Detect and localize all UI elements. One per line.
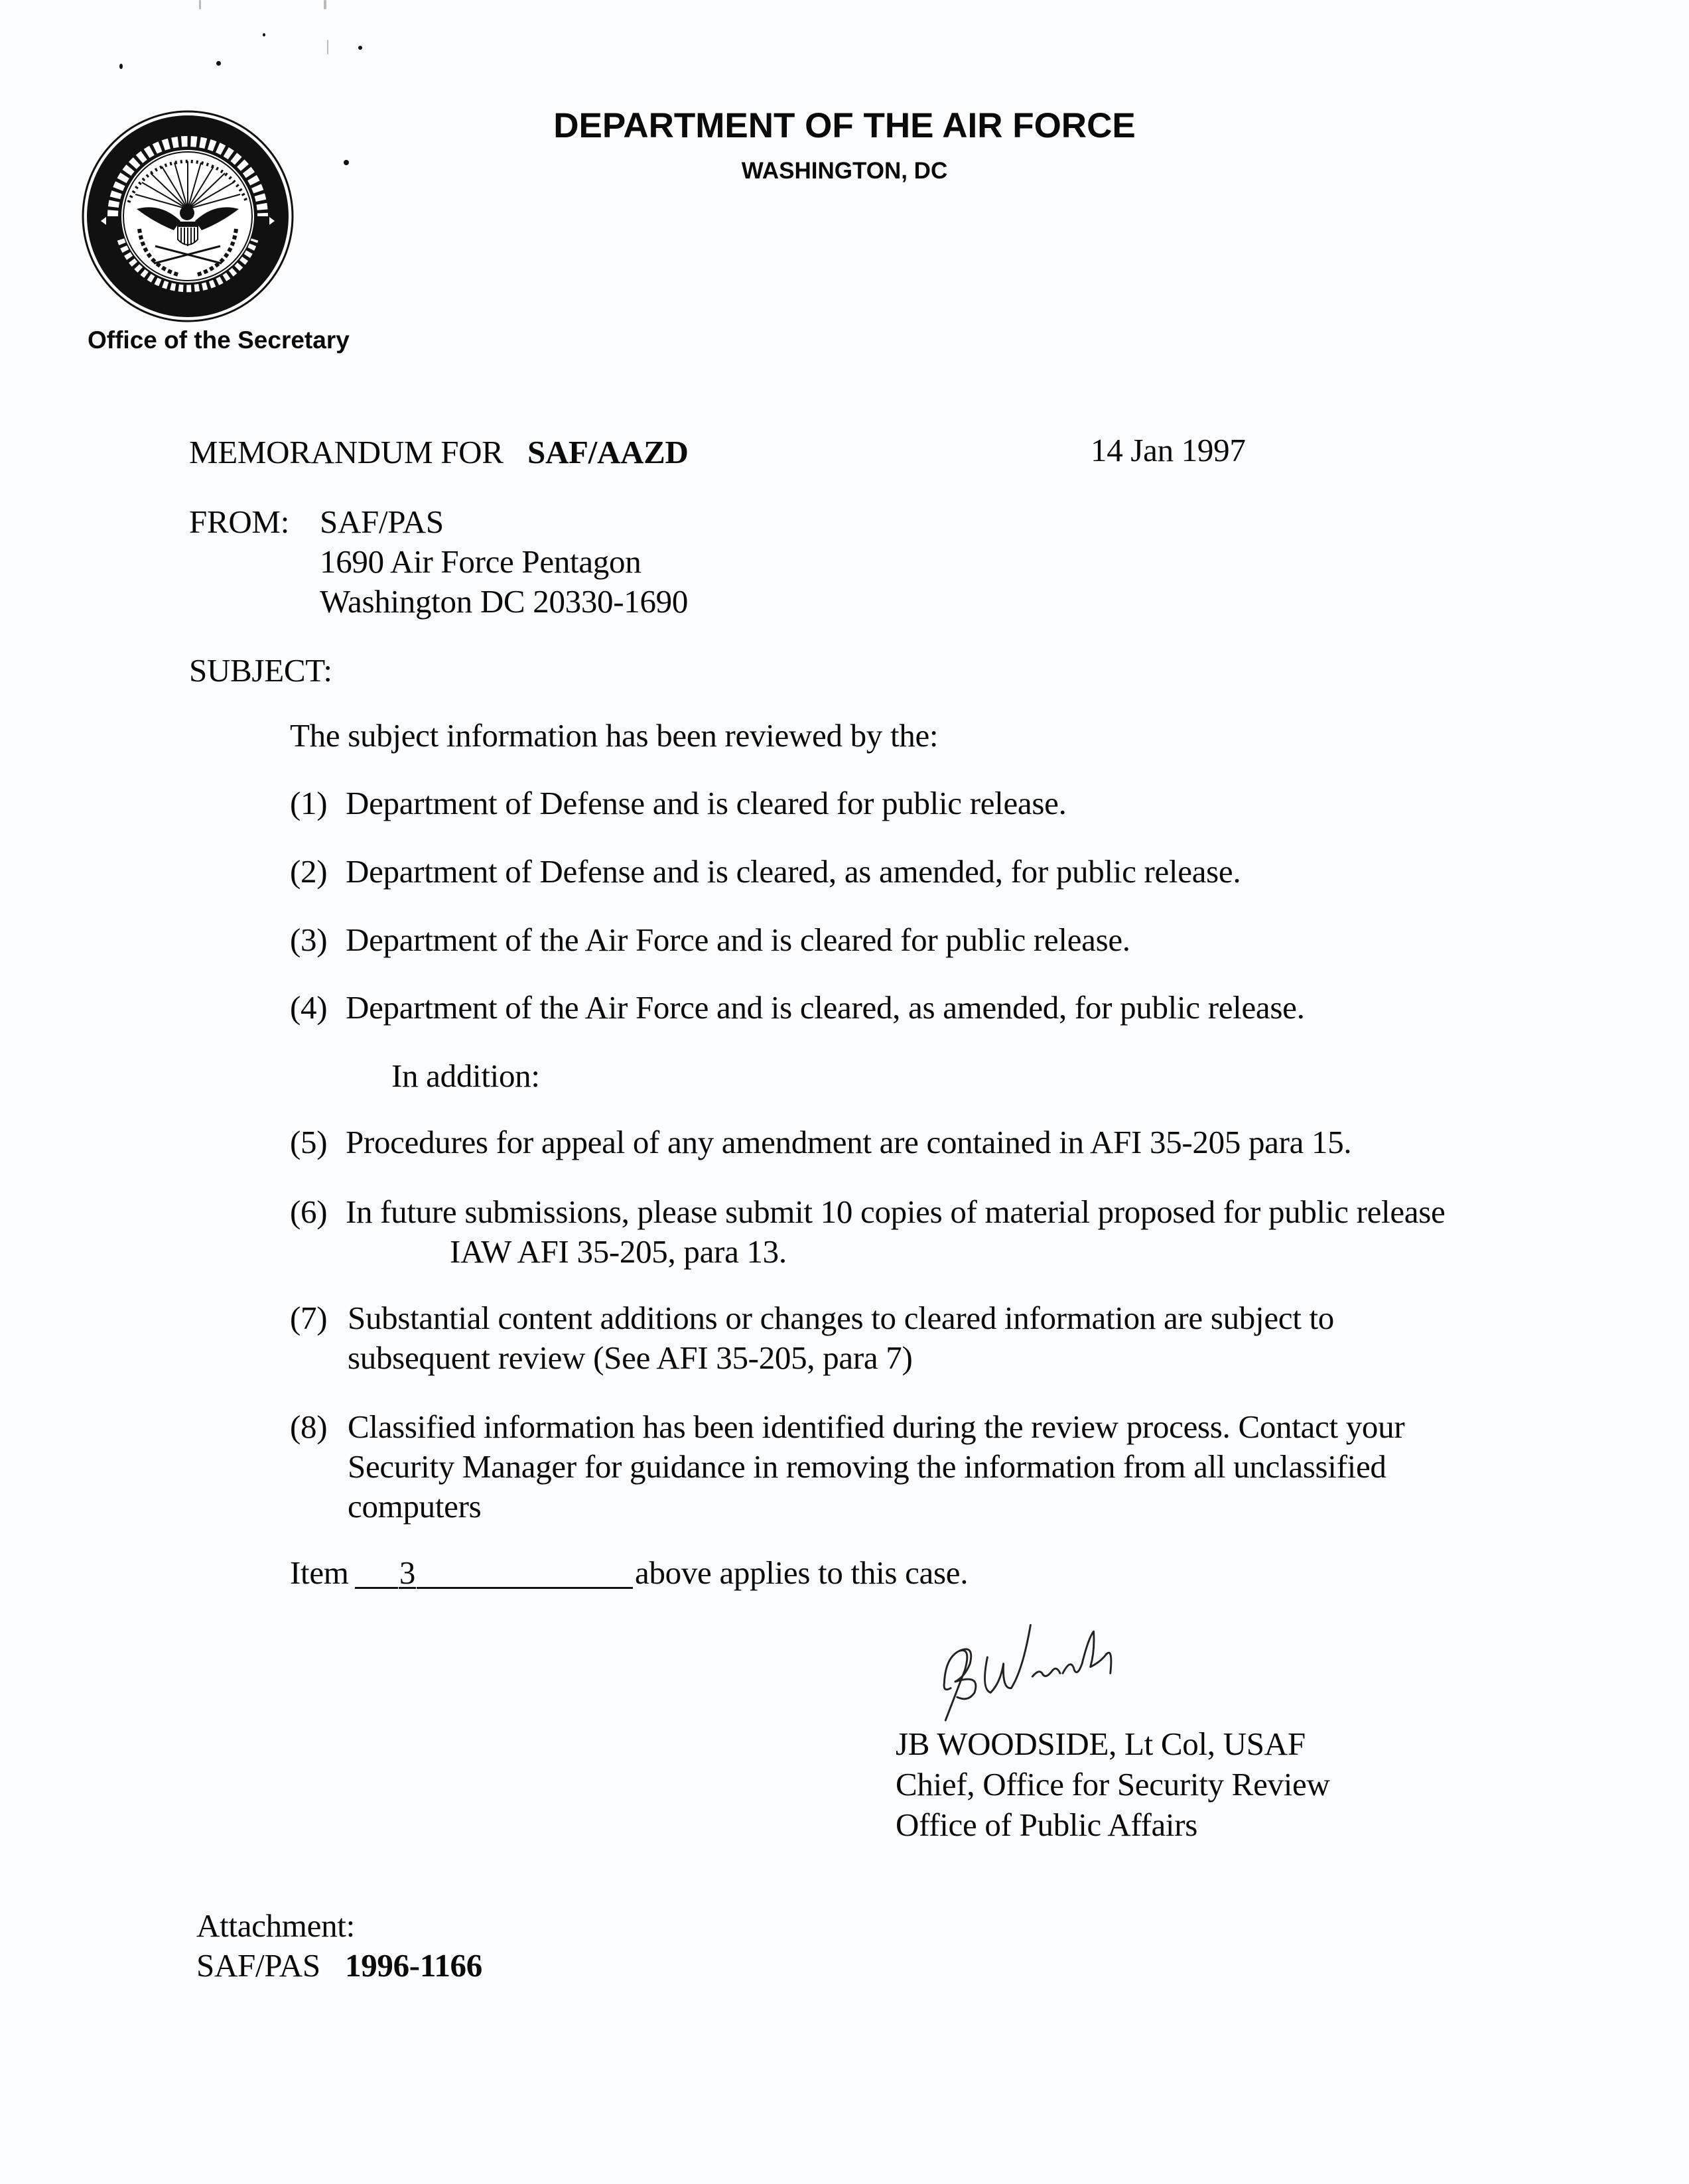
item-number: (2) [290, 853, 328, 890]
item-number: (8) [290, 1408, 328, 1445]
item-number: (1) [290, 785, 328, 821]
from-label: FROM: [189, 504, 290, 540]
item-prefix: Item [290, 1554, 349, 1591]
in-addition-label: In addition: [391, 1058, 540, 1094]
memo-date: 14 Jan 1997 [1091, 432, 1246, 468]
item-number: (4) [290, 989, 328, 1026]
item-text: Department of Defense and is cleared for public release. [346, 785, 1067, 821]
item-text-continuation: Security Manager for guidance in removing the information from all unclassified [348, 1448, 1386, 1485]
attachment-label: Attachment: [196, 1907, 355, 1944]
scan-speck [327, 40, 328, 54]
organization-location: WASHINGTON, DC [741, 158, 948, 184]
scan-speck [263, 33, 265, 36]
item-text-continuation: subsequent review (See AFI 35-205, para 7) [348, 1339, 913, 1376]
item-text: Department of the Air Force and is cleared for public release. [346, 921, 1130, 958]
scan-speck [358, 46, 362, 50]
attachment-number: 1996-1166 [345, 1947, 482, 1984]
item-number: (6) [290, 1194, 328, 1230]
item-text: In future submissions, please submit 10 copies of material proposed for public release [346, 1194, 1446, 1230]
memorandum-for-label: MEMORANDUM FOR [189, 434, 504, 470]
item-text-continuation: computers [348, 1488, 482, 1525]
subject-label: SUBJECT: [189, 652, 332, 689]
item-text: Classified information has been identified during the review process. Contact your [348, 1408, 1405, 1445]
scan-speck [199, 0, 201, 9]
from-office: SAF/PAS [320, 504, 444, 540]
scan-speck [216, 61, 221, 66]
review-intro: The subject information has been reviewed by the: [290, 717, 939, 754]
item-number: (7) [290, 1300, 328, 1336]
applicable-item-rule-left [355, 1555, 398, 1589]
organization-heading: DEPARTMENT OF THE AIR FORCE [553, 106, 1136, 145]
attachment-prefix: SAF/PAS [196, 1947, 320, 1984]
item-number: (3) [290, 921, 328, 958]
item-text: Department of Defense and is cleared, as amended, for public release. [346, 853, 1241, 890]
office-of-the-secretary: Office of the Secretary [88, 326, 350, 354]
item-text: Procedures for appeal of any amendment are contained in AFI 35-205 para 15. [346, 1124, 1352, 1160]
item-text: Department of the Air Force and is cleared, as amended, for public release. [346, 989, 1305, 1026]
item-text: Substantial content additions or changes to cleared information are subject to [348, 1300, 1334, 1336]
scan-speck [324, 0, 326, 9]
memorandum-recipient: SAF/AAZD [527, 434, 689, 470]
item-number: (5) [290, 1124, 328, 1160]
from-city-line: Washington DC 20330-1690 [320, 583, 689, 620]
signer-name: JB WOODSIDE, Lt Col, USAF [896, 1726, 1306, 1762]
applicable-item-value: 3 [399, 1554, 416, 1591]
signer-title: Chief, Office for Security Review [896, 1766, 1330, 1803]
scan-speck [119, 64, 123, 69]
signer-office: Office of Public Affairs [896, 1807, 1198, 1843]
from-address-line: 1690 Air Force Pentagon [320, 543, 642, 580]
handwritten-signature [915, 1612, 1207, 1722]
applicable-item-rule-right [417, 1555, 633, 1589]
item-suffix: above applies to this case. [635, 1554, 969, 1591]
item-text-continuation: IAW AFI 35-205, para 13. [450, 1233, 787, 1270]
